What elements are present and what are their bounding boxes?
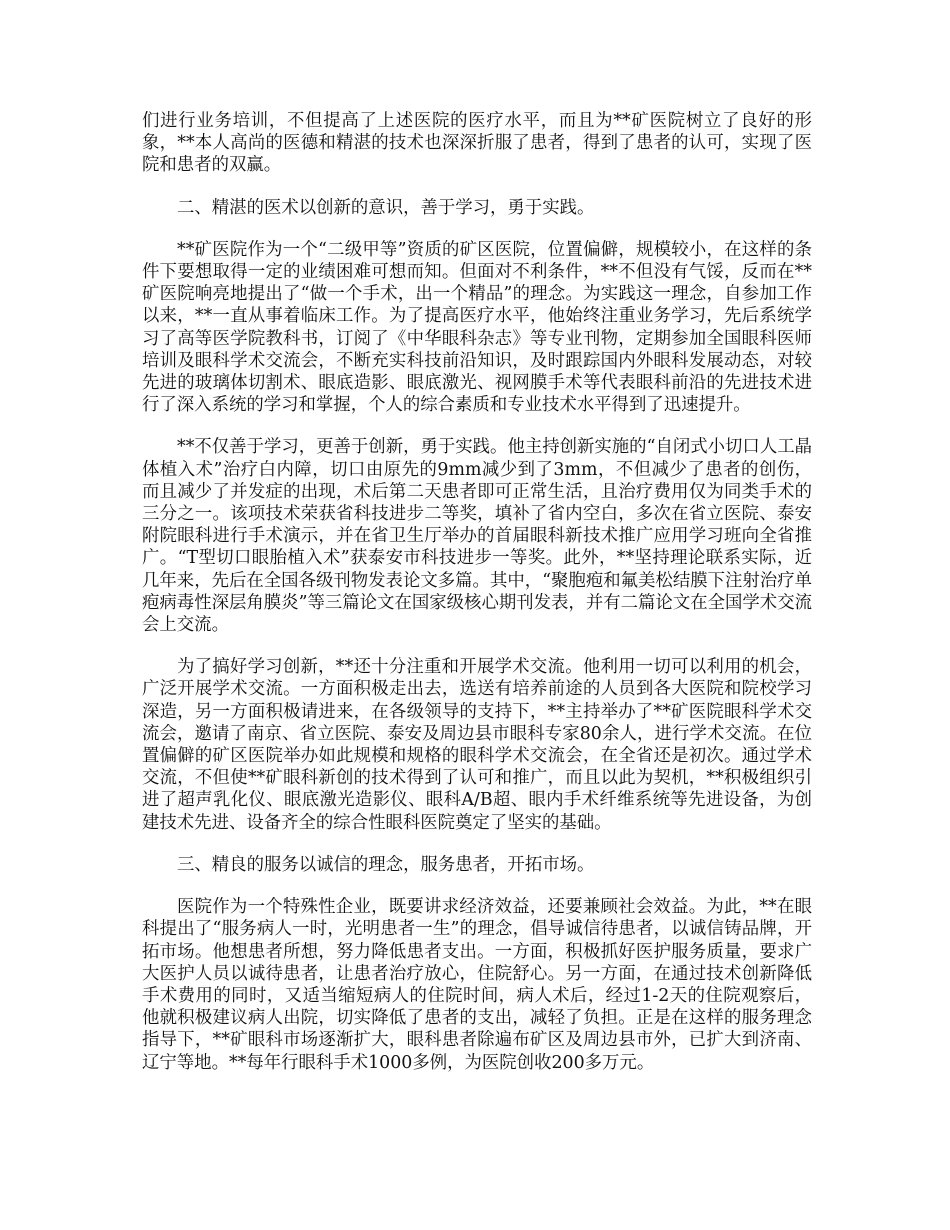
paragraph: **矿医院作为一个“二级甲等”资质的矿区医院，位置偏僻，规模较小，在这样的条件下要想取得一定的业绩困难可想而知。但面对不利条件，**不但没有气馁，反而在**矿医院响亮地提出了“做一个手术，出一个精品”的理念。为实践这一理念，自参加工作以来，**一直从事着临床工作。为了提高医疗水平，他始终注重业务学习，先后系统学习了高等医学院教科书，订阅了《中华眼科杂志》等专业刊物，定期参加全国眼科医师培训及眼科学术交流会，不断充实科技前沿知识，及时跟踪国内外眼科发展动态，对较先进的玻璃体切割术、眼底造影、眼底激光、视网膜手术等代表眼科前沿的先进技术进行了深入系统的学习和掌握，个人的综合素质和专业技术水平得到了迅速提升。 bbox=[142, 239, 812, 416]
paragraph: 为了搞好学习创新，**还十分注重和开展学术交流。他利用一切可以利用的机会，广泛开展学术交流。一方面积极走出去，选送有培养前途的人员到各大医院和院校学习深造，另一方面积极请进来，在各级领导的支持下，**主持举办了**矿医院眼科学术交流会，邀请了南京、省立医院、泰安及周边县市眼科专家80余人，进行学术交流。在位置偏僻的矿区医院举办如此规模和规格的眼科学术交流会，在全省还是初次。通过学术交流，不但使**矿眼科新创的技术得到了认可和推广，而且以此为契机，**积极组织引进了超声乳化仪、眼底激光造影仪、眼科A/B超、眼内手术纤维系统等先进设备，为创建技术先进、设备齐全的综合性眼科医院奠定了坚实的基础。 bbox=[142, 657, 812, 833]
section-heading-three: 三、精良的服务以诚信的理念，服务患者，开拓市场。 bbox=[177, 854, 595, 875]
section-heading-two: 二、精湛的医术以创新的意识，善于学习，勇于实践。 bbox=[177, 197, 595, 218]
paragraph: **不仅善于学习，更善于创新，勇于实践。他主持创新实施的“自闭式小切口人工晶体植入术”治疗白内障，切口由原先的9mm减少到了3mm，不但减少了患者的创伤，而且减少了并发症的出现，术后第二天患者即可正常生活，且治疗费用仅为同类手术的三分之一。该项技术荣获省科技进步二等奖，填补了省内空白，多次在省立医院、泰安附院眼科进行手术演示，并在省卫生厅举办的首届眼科新技术推广应用学习班向全省推广。“T型切口眼胎植入术”获泰安市科技进步一等奖。此外，**坚持理论联系实际，近几年来，先后在全国各级刊物发表论文多篇。其中，“聚胞疱和氟美松结膜下注射治疗单疱病毒性深层角膜炎”等三篇论文在国家级核心期刊发表，并有二篇论文在全国学术交流会上交流。 bbox=[142, 437, 812, 636]
paragraph: 医院作为一个特殊性企业，既要讲求经济效益，还要兼顾社会效益。为此，**在眼科提出了“服务病人一时，光明患者一生”的理念，倡导诚信待患者，以诚信铸品牌，开拓市场。他想患者所想，努力降低患者支出。一方面，积极抓好医护服务质量，要求广大医护人员以诚待患者，让患者治疗放心，住院舒心。另一方面，在通过技术创新降低手术费用的同时，又适当缩短病人的住院时间，病人术后，经过1-2天的住院观察后，他就积极建议病人出院，切实降低了患者的支出，减轻了负担。正是在这样的服务理念指导下，**矿眼科市场逐渐扩大，眼科患者除遍布矿区及周边县市外，已扩大到济南、辽宁等地。**每年行眼科手术1000多例，为医院创收200多万元。 bbox=[142, 897, 812, 1073]
document-body bbox=[142, 110, 812, 1094]
paragraph-continuation: 们进行业务培训，不但提高了上述医院的医疗水平，而且为**矿医院树立了良好的形象，**本人高尚的医德和精湛的技术也深深折服了患者，得到了患者的认可，实现了医院和患者的双赢。 bbox=[142, 111, 812, 176]
